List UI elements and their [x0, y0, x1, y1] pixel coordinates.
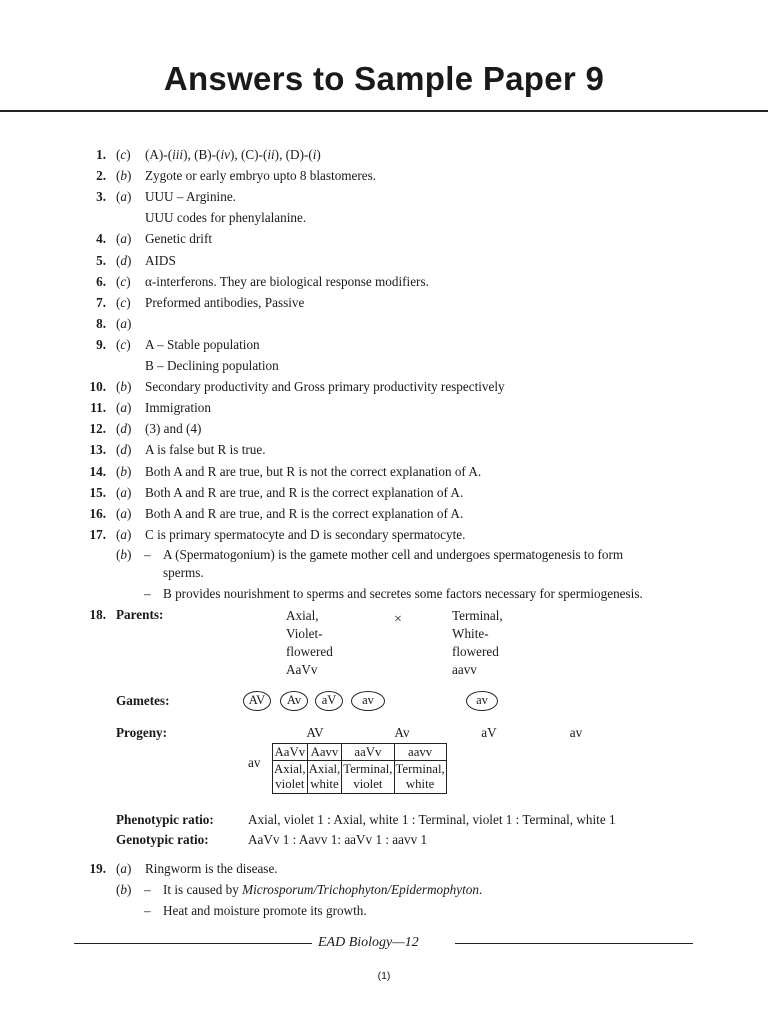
progeny-label: Progeny:: [116, 725, 168, 740]
parent-1-line: flowered: [286, 644, 333, 659]
gamete-circle: av: [351, 691, 385, 711]
answer-option: (a): [116, 400, 132, 415]
q19b-text-1-post: .: [478, 882, 483, 897]
q17b-dash-1: –: [144, 547, 151, 562]
q17b-line-2: B provides nourishment to sperms and secretes some factors necessary for spermiogenesis.: [163, 586, 643, 601]
phenotype-cell: [273, 761, 308, 794]
footer-title: EAD Biology—12: [318, 935, 419, 950]
column-header: av: [569, 725, 583, 740]
genotypic-ratio-value: AaVv 1 : Aavv 1: aaVv 1 : aavv 1: [248, 832, 428, 847]
answer-number: 1.: [96, 147, 106, 162]
answer-option: (c): [116, 295, 131, 310]
parent-2-line: aavv: [452, 662, 477, 677]
parent-2-line: flowered: [452, 644, 499, 659]
column-header: aV: [481, 725, 497, 740]
answer-number: 2.: [96, 168, 106, 183]
answer-number: 6.: [96, 274, 106, 289]
answer-number: 12.: [89, 421, 106, 436]
phenotype-text: Terminal,: [395, 762, 445, 776]
answer-text: (A)-(iii), (B)-(iv), (C)-(ii), (D)-(i): [145, 147, 321, 162]
q19b-text-1-pre: It is caused by: [163, 882, 243, 897]
phenotypic-ratio-label: Phenotypic ratio:: [116, 812, 214, 827]
answer-option: (b): [116, 168, 132, 183]
gamete-circle: av: [466, 691, 498, 711]
answer-number: 14.: [89, 464, 106, 479]
parent-1-line: AaVv: [286, 662, 318, 677]
answer-option: (a): [116, 527, 132, 542]
column-header: Av: [394, 725, 410, 740]
q19b-text-1: [163, 882, 482, 898]
answer-option: (d): [116, 421, 132, 436]
answer-text: UUU – Arginine.: [145, 189, 236, 204]
q18-number: 18.: [89, 607, 106, 622]
parent-2: [452, 607, 503, 679]
page-number: (1): [377, 970, 391, 982]
q17b-line-1: A (Spermatogonium) is the gamete mother cell and undergoes spermatogenesis to form: [163, 547, 624, 562]
answer-number: 3.: [96, 189, 106, 204]
answer-text: UUU codes for phenylalanine.: [145, 210, 307, 225]
q17b-line-1b: sperms.: [163, 565, 204, 580]
parent-1-line: Axial,: [286, 608, 319, 623]
phenotype-text: Terminal,: [343, 762, 393, 776]
progeny-table: [272, 743, 447, 794]
genotype-cell: aavv: [394, 744, 446, 761]
answer-option: (a): [116, 189, 132, 204]
answer-text: Both A and R are true, but R is not the correct explanation of A.: [145, 464, 482, 479]
answer-text: Zygote or early embryo upto 8 blastomeres.: [145, 168, 377, 183]
phenotype-text: Axial, violet: [274, 762, 306, 791]
page-title: Answers to Sample Paper 9: [163, 60, 605, 97]
cross-symbol: ×: [394, 612, 402, 627]
answer-number: 15.: [89, 485, 106, 500]
parent-2-line: White-: [452, 626, 489, 641]
answer-text: Both A and R are true, and R is the correct explanation of A.: [145, 506, 464, 521]
phenotype-text: Axial, white: [308, 762, 341, 791]
phenotype-cell: [342, 761, 394, 794]
answer-number: 13.: [89, 442, 106, 457]
answer-option: (a): [116, 316, 132, 331]
parent-2-line: Terminal,: [452, 608, 503, 623]
answer-option: (c): [116, 147, 131, 162]
genotypic-ratio-label: Genotypic ratio:: [116, 832, 209, 847]
q19-number: 19.: [89, 861, 106, 876]
answer-number: 11.: [90, 400, 106, 415]
genotype-cell: AaVv: [273, 744, 308, 761]
genotype-cell: aaVv: [342, 744, 394, 761]
footer-rule-left: [74, 943, 312, 944]
answer-text: C is primary spermatocyte and D is secondary spermatocyte.: [145, 527, 466, 542]
answer-number: 4.: [96, 231, 106, 246]
answer-number: 8.: [96, 316, 106, 331]
phenotype-text: white: [405, 777, 435, 791]
row-header: av: [248, 755, 261, 770]
answer-text: Both A and R are true, and R is the correct explanation of A.: [145, 485, 464, 500]
answer-number: 16.: [89, 506, 106, 521]
q19a-option: (a): [116, 861, 132, 876]
gamete-circle: Av: [280, 691, 308, 711]
answer-number: 17.: [89, 527, 106, 542]
answer-text: AIDS: [145, 253, 176, 268]
column-header: AV: [306, 725, 324, 740]
title-rule: [0, 110, 768, 112]
q19b-organisms: Microsporum/Trichophyton/Epidermophyton: [242, 882, 479, 897]
answer-text: Secondary productivity and Gross primary productivity respectively: [145, 379, 505, 394]
q19a-text: Ringworm is the disease.: [145, 861, 278, 876]
answer-number: 5.: [96, 253, 106, 268]
phenotype-text: violet: [353, 777, 383, 791]
answer-option: (b): [116, 464, 132, 479]
q19b-option: (b): [116, 882, 132, 897]
answer-option: (c): [116, 337, 131, 352]
answer-number: 10.: [89, 379, 106, 394]
answer-text: Immigration: [145, 400, 211, 415]
answer-option: (a): [116, 506, 132, 521]
q19b-text-2: Heat and moisture promote its growth.: [163, 903, 367, 918]
answer-text: (3) and (4): [145, 421, 202, 436]
q17b-option: (b): [116, 547, 132, 562]
answer-option: (a): [116, 231, 132, 246]
parent-1: [286, 607, 333, 679]
genotype-row: [273, 744, 447, 761]
answer-text: A – Stable population: [145, 337, 260, 352]
answer-text: Genetic drift: [145, 231, 213, 246]
gamete-circle: AV: [243, 691, 271, 711]
footer-rule-right: [455, 943, 693, 944]
phenotype-row: [273, 761, 447, 794]
gametes-label: Gametes:: [116, 693, 170, 708]
answer-text: B – Declining population: [145, 358, 279, 373]
answer-option: (b): [116, 379, 132, 394]
q19b-dash-2: –: [144, 903, 151, 918]
answer-option: (d): [116, 253, 132, 268]
answer-text: α-interferons. They are biological response modifiers.: [145, 274, 429, 289]
phenotype-cell: [307, 761, 342, 794]
phenotypic-ratio-value: Axial, violet 1 : Axial, white 1 : Terminal, violet 1 : Terminal, white 1: [248, 812, 616, 827]
answer-option: (d): [116, 442, 132, 457]
answer-option: (c): [116, 274, 131, 289]
phenotype-cell: [394, 761, 446, 794]
answer-number: 9.: [96, 337, 106, 352]
answer-text: A is false but R is true.: [145, 442, 266, 457]
genotype-cell: Aavv: [307, 744, 342, 761]
q19b-dash-1: –: [144, 882, 151, 897]
parents-label: Parents:: [116, 607, 164, 622]
q17b-dash-2: –: [144, 586, 151, 601]
answer-number: 7.: [96, 295, 106, 310]
answer-text: Preformed antibodies, Passive: [145, 295, 305, 310]
gamete-circle: aV: [315, 691, 343, 711]
parent-1-line: Violet-: [286, 626, 323, 641]
answer-option: (a): [116, 485, 132, 500]
